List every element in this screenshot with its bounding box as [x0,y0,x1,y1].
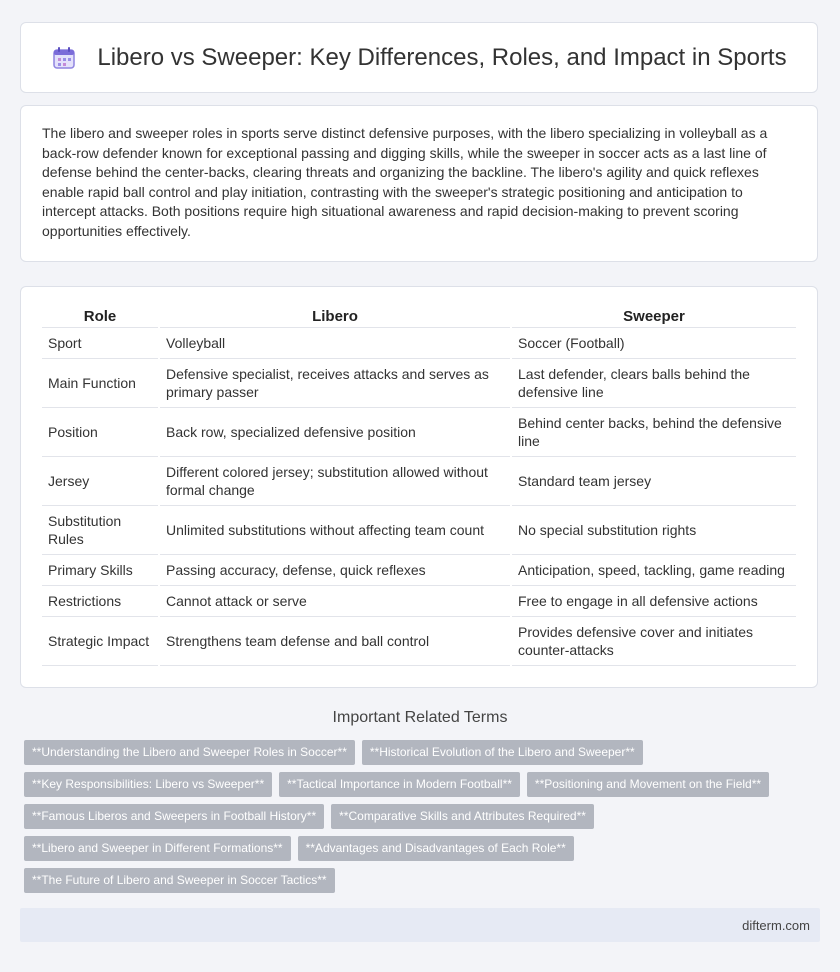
header-sweeper: Sweeper [512,305,796,328]
related-terms-list [24,740,804,900]
table-row [42,586,796,617]
table-cell: Defensive specialist, receives attacks and serves as primary passer [160,359,510,408]
table-cell: Primary Skills [42,555,158,586]
related-terms-heading: Important Related Terms [332,709,508,726]
table-cell: Sport [42,328,158,359]
related-term-tag[interactable]: **Positioning and Movement on the Field** [527,772,769,797]
calendar-icon [51,45,77,71]
table-cell: Strengthens team defense and ball control [160,617,510,666]
table-cell: Jersey [42,457,158,506]
table-cell: Last defender, clears balls behind the defensive line [512,359,796,408]
tag-row [24,772,804,797]
table-cell: Unlimited substitutions without affecting team count [160,506,510,555]
table-row [42,408,796,457]
table-row [42,555,796,586]
tag-row [24,836,804,861]
related-term-tag[interactable]: **Comparative Skills and Attributes Required** [331,804,594,829]
comparison-table [40,305,798,666]
comparison-card [20,286,818,688]
header-role: Role [42,305,158,328]
table-cell: Restrictions [42,586,158,617]
table-cell: Substitution Rules [42,506,158,555]
table-cell: No special substitution rights [512,506,796,555]
related-term-tag[interactable]: **Understanding the Libero and Sweeper Roles in Soccer** [24,740,355,765]
table-row [42,617,796,666]
table-cell: Strategic Impact [42,617,158,666]
tag-row [24,868,804,893]
intro-paragraph: The libero and sweeper roles in sports serve distinct defensive purposes, with the libero specializing in volleyball as a back-row defender known for exceptional passing and digging skills, while the sweeper in soccer acts as a last line of defense behind the center-backs, clearing threats and organizing the backline. The libero's agility and quick reflexes enable rapid ball control and play initiation, contrasting with the sweeper's strategic positioning and anticipation to intercept attacks. Both positions require high situational awareness and rapid decision-making to prevent scoring opportunities effectively. [42,125,768,239]
header-card [20,22,818,93]
tag-row [24,804,804,829]
related-term-tag[interactable]: **Tactical Importance in Modern Football** [279,772,520,797]
table-row [42,506,796,555]
related-term-tag[interactable]: **Historical Evolution of the Libero and Sweeper** [362,740,643,765]
table-cell: Soccer (Football) [512,328,796,359]
table-header-row [42,305,796,328]
table-cell: Cannot attack or serve [160,586,510,617]
related-term-tag[interactable]: **Famous Liberos and Sweepers in Football History** [24,804,324,829]
table-cell: Anticipation, speed, tackling, game reading [512,555,796,586]
table-cell: Position [42,408,158,457]
table-row [42,359,796,408]
footer [20,908,820,942]
table-cell: Provides defensive cover and initiates counter-attacks [512,617,796,666]
table-cell: Behind center backs, behind the defensive line [512,408,796,457]
table-cell: Back row, specialized defensive position [160,408,510,457]
related-term-tag[interactable]: **Advantages and Disadvantages of Each Role** [298,836,574,861]
related-term-tag[interactable]: **The Future of Libero and Sweeper in Soccer Tactics** [24,868,335,893]
table-cell: Free to engage in all defensive actions [512,586,796,617]
table-cell: Passing accuracy, defense, quick reflexes [160,555,510,586]
related-term-tag[interactable]: **Key Responsibilities: Libero vs Sweeper** [24,772,272,797]
table-cell: Standard team jersey [512,457,796,506]
table-cell: Different colored jersey; substitution allowed without formal change [160,457,510,506]
table-cell: Main Function [42,359,158,408]
intro-card [20,105,818,262]
table-cell: Volleyball [160,328,510,359]
header-libero: Libero [160,305,510,328]
site-name[interactable]: difterm.com [742,918,810,933]
tag-row [24,740,804,765]
page-title: Libero vs Sweeper: Key Differences, Roles, and Impact in Sports [97,43,787,71]
related-term-tag[interactable]: **Libero and Sweeper in Different Formations** [24,836,291,861]
table-row [42,457,796,506]
table-row [42,328,796,359]
